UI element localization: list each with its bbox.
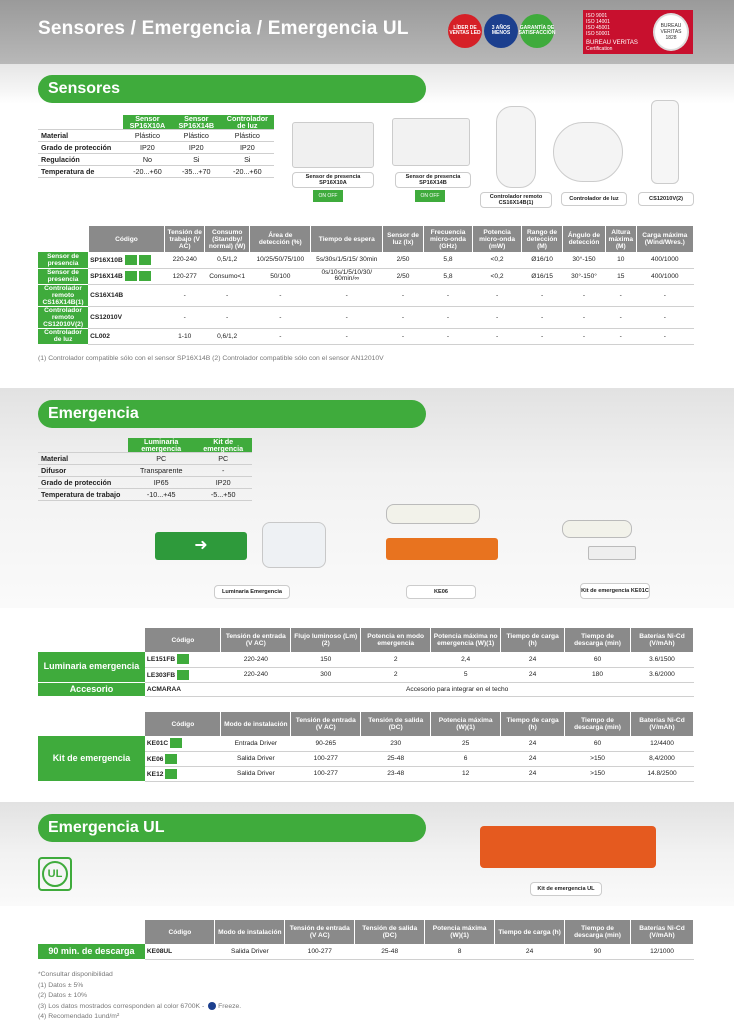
col-header: Tensión de salida (DC)	[361, 712, 431, 736]
spec-row: Grado de protección IP65 IP20	[38, 477, 252, 489]
sensor-sp16x14b-image	[392, 118, 470, 166]
col-header: Sensor de luz (lx)	[383, 226, 424, 252]
badge-garantia: GARANTÍA DE SATISFACCIÓN	[520, 14, 554, 48]
emergencia-ul-table	[38, 920, 694, 960]
sensor-type-icon	[125, 255, 137, 265]
sensor-type-icon	[125, 271, 137, 281]
col-header: Potencia máxima no emergencia (W)(1)	[431, 628, 501, 652]
col-header: Consumo (Standby/ normal) (W)	[205, 226, 250, 252]
page-title: Sensores / Emergencia / Emergencia UL	[38, 18, 409, 39]
table-row: Controlador de luz CL002 1-10 0,6/1,2 - - - - - - - - -	[38, 328, 694, 344]
col-header: Tiempo de espera	[311, 226, 383, 252]
spec-row: Grado de protección IP20 IP20 IP20	[38, 142, 274, 154]
note-line: (4) Recomendado 1und/m²	[38, 1013, 120, 1020]
table-row: LE303FB 220-240 300 2 5 24 180 3.6/2000	[38, 667, 694, 682]
spec-header: Luminaria emergencia	[128, 438, 194, 453]
iso-line: ISO 14001	[586, 19, 610, 25]
spec-header: Sensor SP16X10A	[123, 115, 172, 130]
exit-sign-image: ➜	[155, 532, 247, 560]
kit-emergencia-ul-image	[480, 826, 656, 868]
product-card-ke06: KE06	[406, 585, 476, 599]
sensor-sp16x10a-image	[292, 122, 374, 168]
col-header: Rango de detección (M)	[522, 226, 563, 252]
ke01c-driver-image	[588, 546, 636, 560]
battery-pack-image	[386, 504, 480, 524]
battery-pack-image	[562, 520, 632, 538]
iso-line: ISO 50001	[586, 31, 610, 37]
spec-row: Temperatura de trabajo -10...+45 -5...+50	[38, 489, 252, 501]
col-header: Código	[145, 920, 215, 944]
col-header: Potencia en modo emergencia	[361, 628, 431, 652]
remote-cs12010v-image	[651, 100, 679, 184]
table-row: KE06 Salida Driver 100-277 25-48 6 24 >150 8,4/2000	[38, 751, 694, 766]
bureau-veritas-cert	[583, 10, 693, 54]
note-line: (2) Datos ± 10%	[38, 992, 88, 999]
spec-header: Controlador de luz	[221, 115, 274, 130]
col-header: Tensión de trabajo (V AC)	[165, 226, 205, 252]
col-header: Tensión de entrada (V AC)	[291, 712, 361, 736]
product-card-cs12010v: CS12010V(2)	[638, 192, 694, 206]
bureau-veritas-seal-icon: BUREAU VERITAS 1828	[653, 13, 689, 51]
col-header: Potencia máxima (W)(1)	[425, 920, 495, 944]
col-header: Tiempo de descarga (min)	[565, 712, 631, 736]
notes-block	[38, 970, 241, 1023]
product-card-sp16x14b: Sensor de presencia SP16X14B	[395, 172, 471, 188]
product-card-kit-ul: Kit de emergencia UL	[530, 882, 602, 896]
on-off-icon	[139, 255, 151, 265]
product-card-luminaria-emergencia: Luminaria Emergencia	[214, 585, 290, 599]
luminaria-emergencia-table	[38, 628, 694, 697]
emergencia-spec-table	[38, 438, 252, 501]
col-header: Código	[88, 226, 165, 252]
table-row: Kit de emergencia KE01C Entrada Driver 90-265 230 25 24 60 12/4400	[38, 736, 694, 751]
on-off-icon: ON OFF	[313, 190, 343, 202]
badge-lider-ventas: LÍDER DE VENTAS LED	[448, 14, 482, 48]
col-header: Tiempo de carga (h)	[501, 712, 565, 736]
cert-name: BUREAU VERITAS	[586, 40, 638, 46]
note-line: *Consultar disponibilidad	[38, 971, 113, 978]
col-header: Baterías Ni-Cd (V/mAh)	[631, 920, 694, 944]
col-header: Baterías Ni-Cd (V/mAh)	[631, 712, 694, 736]
sensores-footnote: (1) Controlador compatible sólo con el sensor SP16X14B (2) Controlador compatible sólo con el sensor AN12010V	[38, 355, 384, 362]
note-line: (1) Datos ± 5%	[38, 981, 84, 989]
col-header: Tiempo de descarga (min)	[565, 920, 631, 944]
spec-header: Sensor SP16X14B	[172, 115, 221, 130]
sensores-spec-table	[38, 115, 274, 178]
emergency-luminaire-image	[262, 522, 326, 568]
col-header: Potencia máxima (W)(1)	[431, 712, 501, 736]
col-header: Tensión de entrada (V AC)	[221, 628, 291, 652]
kit-emergencia-table	[38, 712, 694, 782]
col-header: Flujo luminoso (Lm)(2)	[291, 628, 361, 652]
note-line: (3) Los datos mostrados corresponden al color 6700K - Freeze.	[38, 1002, 242, 1010]
spec-header: Kit de emergencia	[194, 438, 252, 453]
on-off-icon	[165, 754, 177, 764]
spec-row: Material PC PC	[38, 453, 252, 465]
col-header: Tiempo de carga (h)	[495, 920, 565, 944]
on-off-icon	[177, 654, 189, 664]
badge-3-anos: 3 AÑOS MENOS	[484, 14, 518, 48]
table-row: KE12 Salida Driver 100-277 23-48 12 24 >150 14.8/2500	[38, 766, 694, 781]
col-header: Código	[145, 628, 221, 652]
product-card-cs16x14b: Controlador remoto CS16X14B(1)	[480, 192, 552, 208]
table-row: 90 min. de descarga KE08UL Salida Driver 100-277 25-48 8 24 90 12/1000	[38, 944, 694, 959]
col-header: Tiempo de descarga (min)	[565, 628, 631, 652]
col-header: Código	[145, 712, 221, 736]
product-card-controlador-luz: Controlador de luz	[561, 192, 627, 206]
on-off-icon	[170, 738, 182, 748]
spec-row: Temperatura de -20...+60 -35...+70 -20...+60	[38, 166, 274, 178]
section-title-emergencia: Emergencia	[38, 400, 426, 428]
section-title-sensores: Sensores	[38, 75, 426, 103]
product-card-ke01c: Kit de emergencia KE01C	[580, 583, 650, 599]
ke06-driver-image	[386, 538, 498, 560]
col-header: Ángulo de detección	[563, 226, 606, 252]
remote-cs16x14b-image	[496, 106, 536, 188]
col-header: Tensión de entrada (V AC)	[285, 920, 355, 944]
table-row: Sensor de presencia SP16X14B 120-277 Consumo<1 50/100 0s/10s/1/5/10/30/ 60min/∞ 2/50 5,8 <0,2 Ø16/15 30°-150° 15 400/1000	[38, 268, 694, 284]
table-row-accesorio: Accesorio ACMARAA Accesorio para integrar en el techo	[38, 682, 694, 696]
spec-row: Difusor Transparente -	[38, 465, 252, 477]
on-off-icon	[177, 670, 189, 680]
spec-row: Regulación No Si Si	[38, 154, 274, 166]
col-header: Área de detección (%)	[250, 226, 311, 252]
iso-line: ISO 9001	[586, 13, 608, 19]
freeze-icon	[208, 1002, 216, 1010]
ul-logo-icon: UL	[38, 857, 72, 891]
col-header: Modo de instalación	[221, 712, 291, 736]
col-header: Frecuencia micro-onda (GHz)	[423, 226, 472, 252]
col-header: Tiempo de carga (h)	[501, 628, 565, 652]
sensores-main-table	[38, 226, 694, 345]
iso-line: ISO 45001	[586, 25, 610, 31]
col-header: Carga máxima (Wind/Wres.)	[636, 226, 693, 252]
section-title-emergencia-ul: Emergencia UL	[38, 814, 426, 842]
table-row: Controlador remoto CS16X14B(1) CS16X14B - - - - - - - - - - -	[38, 284, 694, 306]
on-off-icon	[139, 271, 151, 281]
col-header: Baterías Ni-Cd (V/mAh)	[631, 628, 694, 652]
table-row: Sensor de presencia SP16X10B 220-240 0,5/1,2 10/25/50/75/100 5s/30s/1/5/15/ 30min 2/50 5,8 <0,2 Ø16/10 30°-150 10 400/1000	[38, 252, 694, 268]
cert-sub: Certification	[586, 46, 613, 52]
col-header: Altura máxima (M)	[605, 226, 636, 252]
col-header: Potencia micro-onda (mW)	[473, 226, 522, 252]
col-header: Modo de instalación	[215, 920, 285, 944]
col-header: Tensión de salida (DC)	[355, 920, 425, 944]
light-controller-image	[553, 122, 623, 182]
spec-row: Material Plástico Plástico Plástico	[38, 130, 274, 142]
table-row: Controlador remoto CS12010V(2) CS12010V - - - - - - - - - - -	[38, 306, 694, 328]
product-card-sp16x10a: Sensor de presencia SP16X10A	[292, 172, 374, 188]
table-row: Luminaria emergencia LE151FB 220-240 150 2 2,4 24 60 3.6/1500	[38, 652, 694, 667]
on-off-icon	[165, 769, 177, 779]
on-off-icon: ON OFF	[415, 190, 445, 202]
